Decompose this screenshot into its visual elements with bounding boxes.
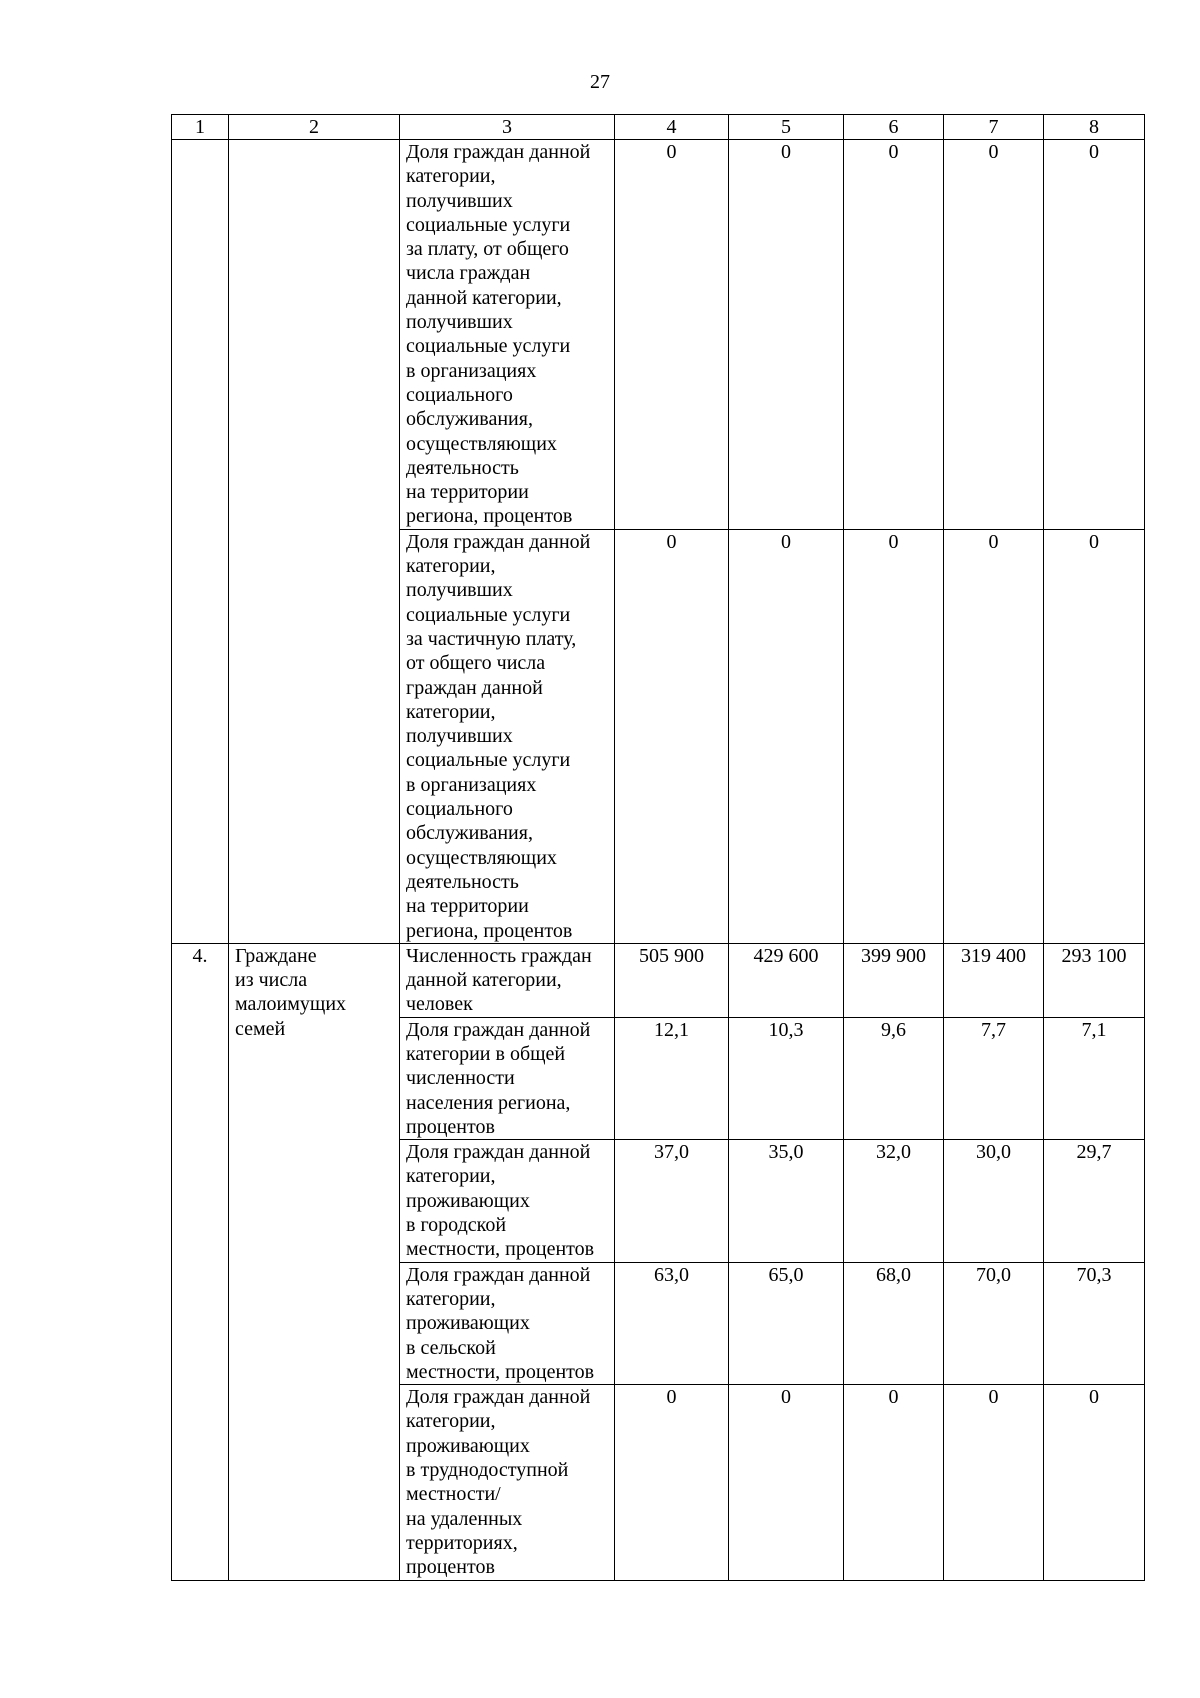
indicator-text: Численность граждан данной категории, человек [406, 944, 592, 1016]
column-number: 4 [615, 115, 729, 140]
value-cell: 0 [615, 529, 729, 943]
value-cell: 7,1 [1044, 1017, 1145, 1139]
value-cell: 9,6 [844, 1017, 944, 1139]
column-number: 2 [229, 115, 400, 140]
column-number: 7 [944, 115, 1044, 140]
indicator-cell [400, 1262, 615, 1384]
group-category-cell [229, 943, 400, 1580]
column-number: 3 [400, 115, 615, 140]
value-cell: 10,3 [729, 1017, 844, 1139]
column-number-row [172, 115, 1145, 140]
table-row [172, 140, 1145, 530]
value-cell: 0 [944, 140, 1044, 530]
indicator-text: Доля граждан данной категории в общей численности населения региона, процентов [406, 1018, 591, 1138]
value-cell: 35,0 [729, 1140, 844, 1262]
value-cell: 0 [615, 140, 729, 530]
indicator-cell [400, 1140, 615, 1262]
value-cell: 0 [729, 529, 844, 943]
value-cell: 63,0 [615, 1262, 729, 1384]
column-number: 5 [729, 115, 844, 140]
value-cell: 319 400 [944, 943, 1044, 1017]
value-cell: 70,3 [1044, 1262, 1145, 1384]
value-cell: 293 100 [1044, 943, 1145, 1017]
value-cell: 7,7 [944, 1017, 1044, 1139]
value-cell: 0 [844, 140, 944, 530]
value-cell: 30,0 [944, 1140, 1044, 1262]
value-cell: 0 [615, 1385, 729, 1580]
value-cell: 0 [844, 529, 944, 943]
indicator-cell [400, 943, 615, 1017]
indicator-text: Доля граждан данной категории, проживающих в городской местности, процентов [406, 1141, 595, 1261]
value-cell: 0 [1044, 1385, 1145, 1580]
indicator-text: Доля граждан данной категории, получивших социальные услуги за плату, от общего числа граждан данной категории, получивших социальные услуги в организациях социального обслуживания, осуществляющих деятельность на территории региона, процентов [406, 141, 591, 528]
value-cell: 65,0 [729, 1262, 844, 1384]
value-cell: 0 [844, 1385, 944, 1580]
value-cell: 70,0 [944, 1262, 1044, 1384]
value-cell: 429 600 [729, 943, 844, 1017]
index-cell-empty [172, 140, 229, 944]
value-cell: 0 [1044, 140, 1145, 530]
value-cell: 0 [729, 1385, 844, 1580]
indicator-text: Доля граждан данной категории, проживающих в труднодоступной местности/ на удаленных территориях, процентов [406, 1386, 591, 1579]
value-cell: 68,0 [844, 1262, 944, 1384]
value-cell: 0 [729, 140, 844, 530]
group-index-cell: 4. [172, 943, 229, 1580]
value-cell: 399 900 [844, 943, 944, 1017]
page-number: 27 [590, 71, 610, 93]
category-cell-empty [229, 140, 400, 944]
indicator-text: Доля граждан данной категории, получивших социальные услуги за частичную плату, от общего числа граждан данной категории, получивших социальные услуги в организациях социального обслуживания, осуществляющих деятельность на территории региона, процентов [406, 530, 591, 942]
column-number: 6 [844, 115, 944, 140]
column-number: 1 [172, 115, 229, 140]
value-cell: 0 [944, 1385, 1044, 1580]
indicator-cell [400, 1385, 615, 1580]
value-cell: 12,1 [615, 1017, 729, 1139]
value-cell: 32,0 [844, 1140, 944, 1262]
indicator-cell [400, 140, 615, 530]
value-cell: 505 900 [615, 943, 729, 1017]
indicator-text: Доля граждан данной категории, проживающих в сельской местности, процентов [406, 1263, 595, 1383]
value-cell: 0 [944, 529, 1044, 943]
column-number: 8 [1044, 115, 1145, 140]
indicator-cell [400, 529, 615, 943]
value-cell: 37,0 [615, 1140, 729, 1262]
indicator-cell [400, 1017, 615, 1139]
indicators-table [171, 114, 1145, 1581]
category-text: Граждане из числа малоимущих семей [235, 944, 347, 1040]
value-cell: 0 [1044, 529, 1145, 943]
table-row [172, 943, 1145, 1017]
value-cell: 29,7 [1044, 1140, 1145, 1262]
